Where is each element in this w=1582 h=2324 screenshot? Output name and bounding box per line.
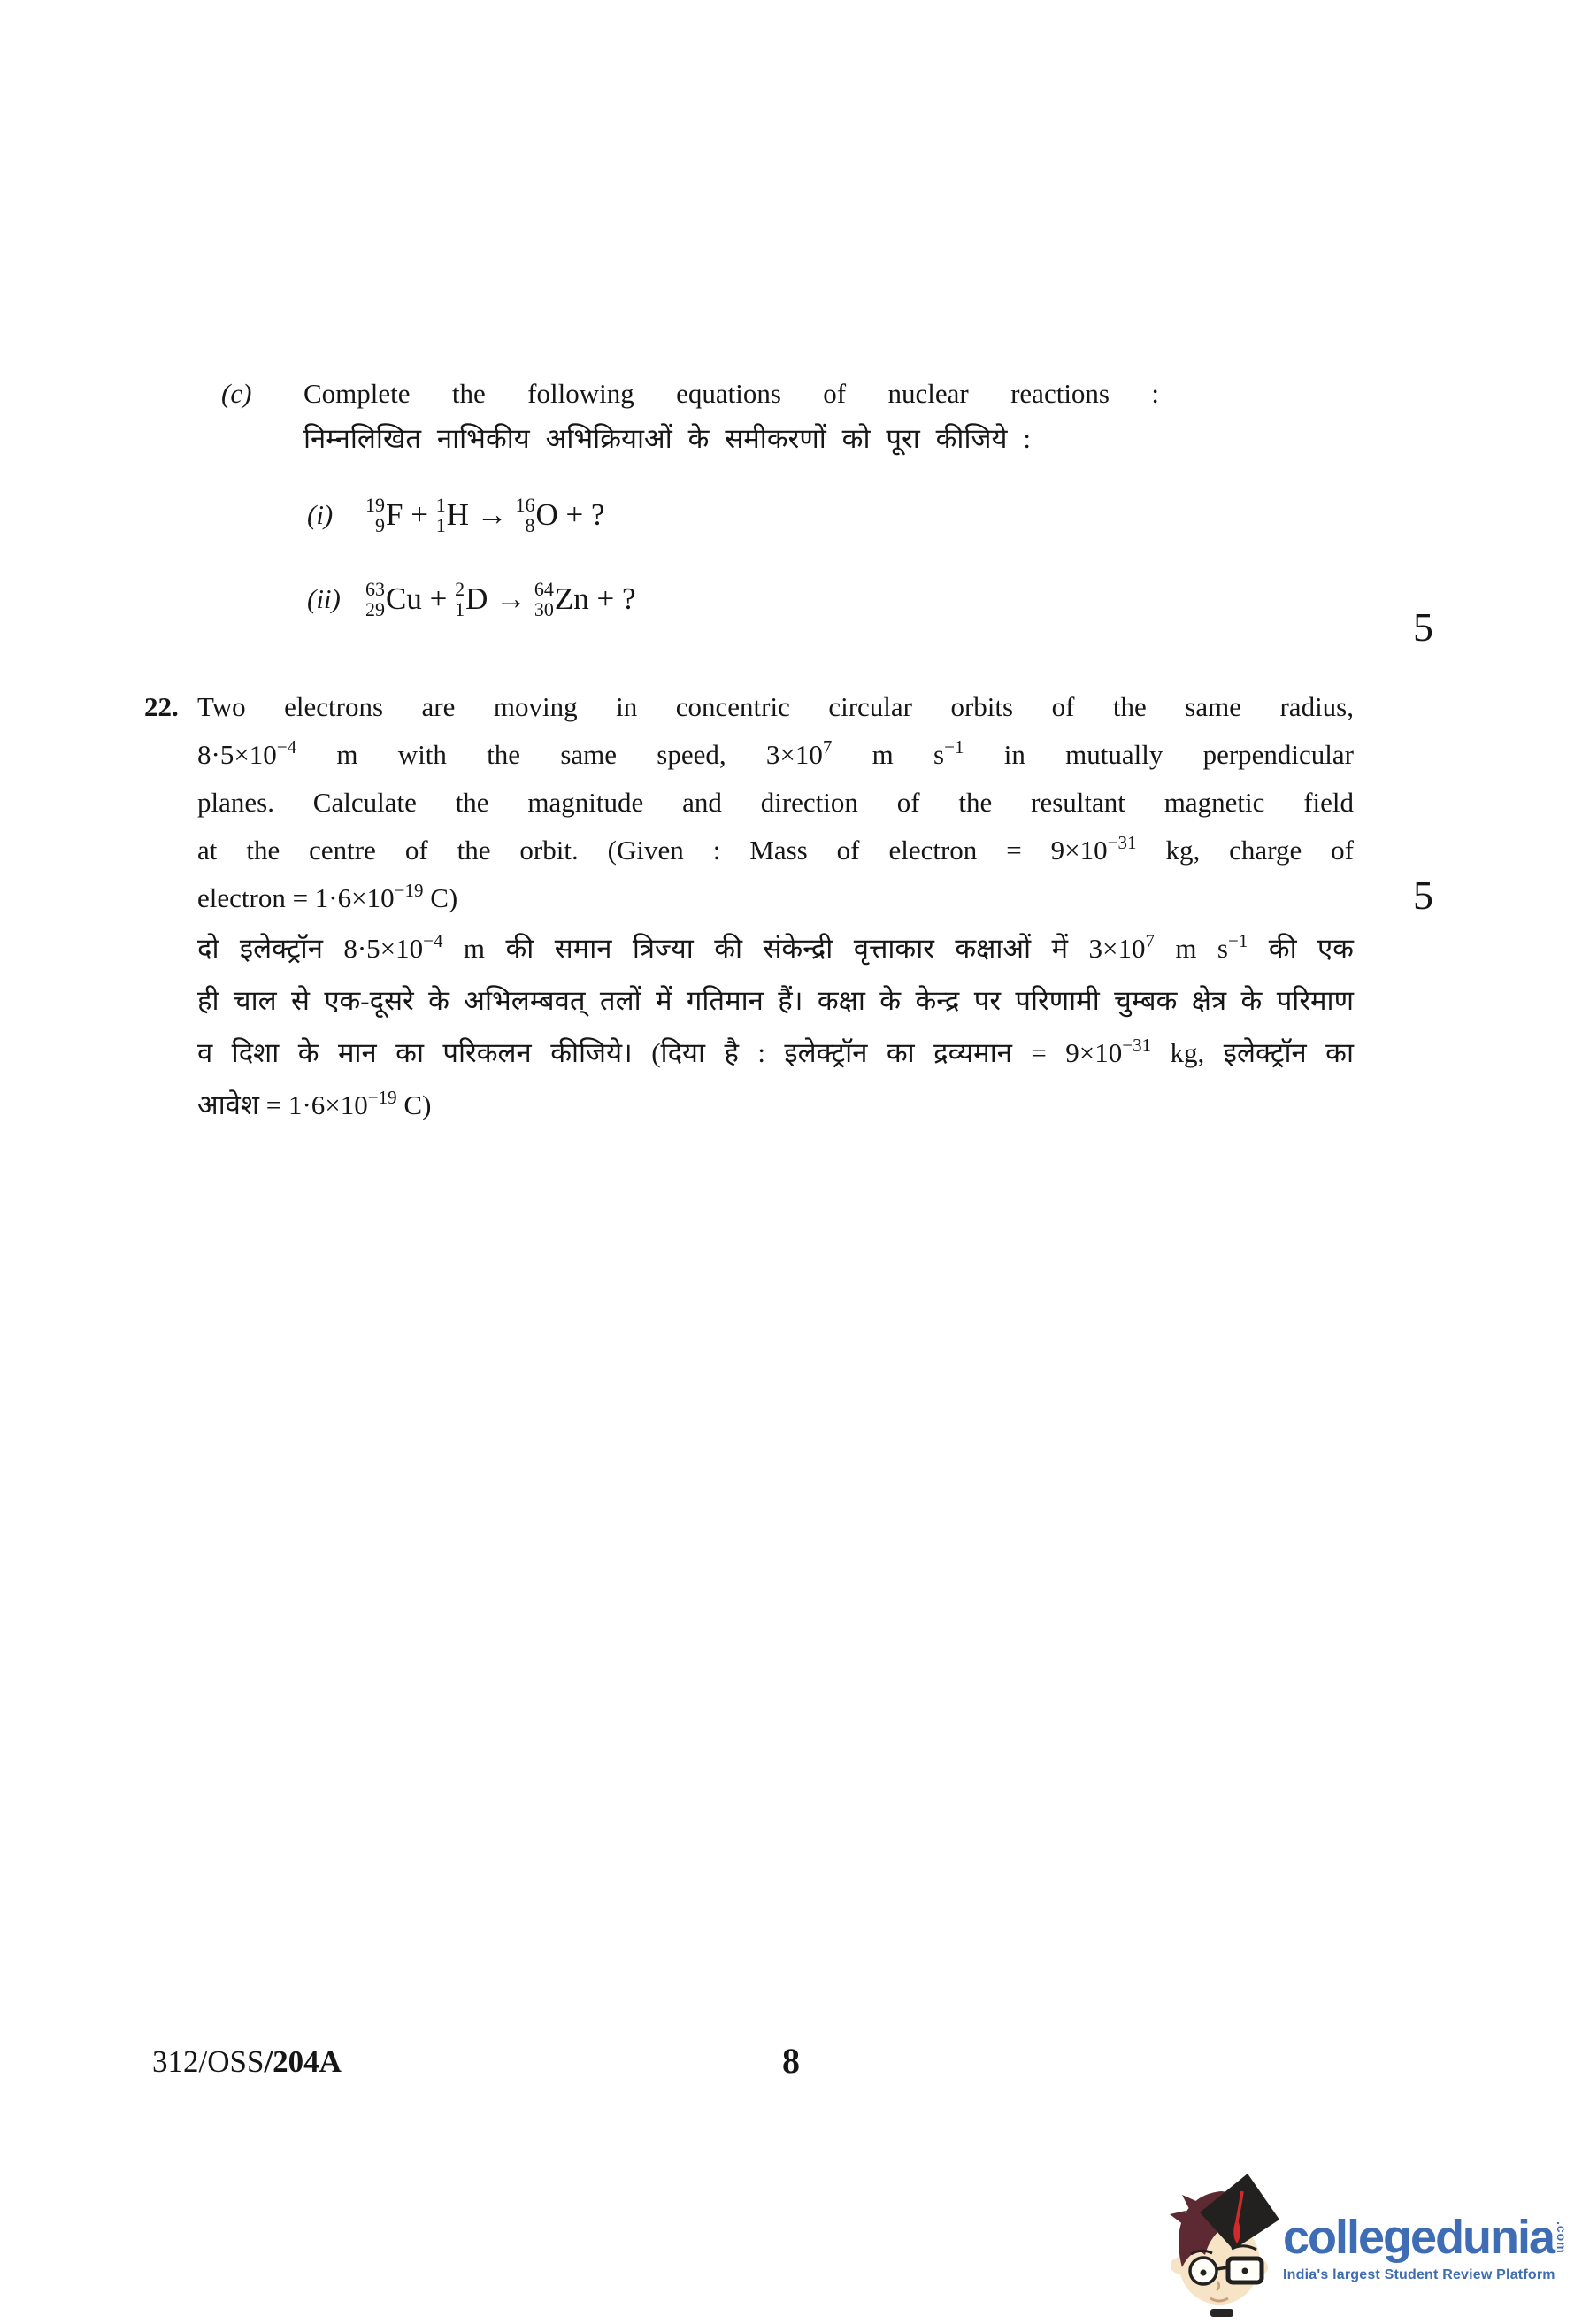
- collegedunia-mascot-icon: [1166, 2168, 1281, 2317]
- question-line: ही चाल से एक-दूसरे के अभिलम्बवत् तलों में गतिमान हैं। कक्षा के केन्द्र पर परिणामी चुम्बक क्षेत्र के परिमाण: [197, 985, 1354, 1016]
- question-line: व दिशा के मान का परिकलन कीजिये। (दिया है : इलेक्ट्रॉन का द्रव्यमान = $9\times 10^{-31}$ kg, इलेक्ट्रॉन का: [197, 1035, 1354, 1068]
- brand-tagline: India's largest Student Review Platform: [1283, 2267, 1555, 2282]
- nuclide: 63 29 Cu: [365, 578, 422, 620]
- equation-ii-label: (ii): [307, 583, 341, 614]
- equation-i-label: (i): [307, 499, 334, 530]
- question-line: आवेश = $1\cdot 6\times 10^{-19}$ C): [197, 1087, 432, 1120]
- marks-question-22: 5: [1413, 873, 1433, 918]
- paper-code-regular: 312/OSS: [152, 2044, 265, 2079]
- question-line: at the centre of the orbit. (Given : Mass of electron = $9\times 10^{-31}$ kg, charge of: [197, 832, 1354, 866]
- nuclide: 2 1 D: [455, 578, 488, 620]
- nuclide: 16 8 O: [515, 494, 558, 536]
- page-number: 8: [782, 2041, 800, 2081]
- equation-row-i: [307, 481, 605, 550]
- nuclear-equation-ii: 63 29 Cu + 2 1 D → 64 30 Zn + ?: [365, 578, 636, 620]
- equation-row-ii: [307, 565, 636, 634]
- question-line: दो इलेक्ट्रॉन $8\cdot 5\times 10^{-4}$ m की समान त्रिज्या की संकेन्द्री वृत्ताकार कक्षाओं में $3\times 10^7$ m $s^{-1}$ की एक: [197, 930, 1354, 964]
- nuclide: 1 1 H: [435, 494, 469, 536]
- nuclide: 64 30 Zn: [534, 578, 589, 620]
- marks-part-c: 5: [1413, 604, 1433, 650]
- brand-tld: .com: [1555, 2221, 1570, 2254]
- question-line: $8\cdot 5\times 10^{-4}$ m with the same speed, $3\times 10^7$ m $s^{-1}$ in mutually perpendicular: [197, 736, 1354, 770]
- question-line: electron = $1\cdot 6\times 10^{-19}$ C): [197, 880, 458, 913]
- part-c-prompt-hindi: निम्नलिखित नाभिकीय अभिक्रियाओं के समीकरणों को पूरा कीजिये :: [303, 423, 1031, 454]
- brand-name: collegedunia: [1283, 2211, 1555, 2264]
- question-number: 22.: [144, 691, 179, 722]
- question-22-english: [197, 683, 1354, 922]
- question-22-hindi: [197, 922, 1354, 1131]
- part-c-prompt-english: Complete the following equations of nuclear reactions :: [303, 378, 1159, 409]
- question-line: Two electrons are moving in concentric circular orbits of the same radius,: [197, 691, 1354, 722]
- logo-text-block: [1283, 2212, 1569, 2283]
- part-c-label: (c): [221, 378, 252, 409]
- paper-code-bold: /204A: [264, 2044, 342, 2079]
- collegedunia-logo[interactable]: [1166, 2168, 1578, 2320]
- question-line: planes. Calculate the magnitude and direction of the resultant magnetic field: [197, 787, 1354, 818]
- nuclear-equation-i: 19 9 F + 1 1 H → 16 8 O + ?: [365, 494, 605, 536]
- nuclide: 19 9 F: [365, 494, 403, 536]
